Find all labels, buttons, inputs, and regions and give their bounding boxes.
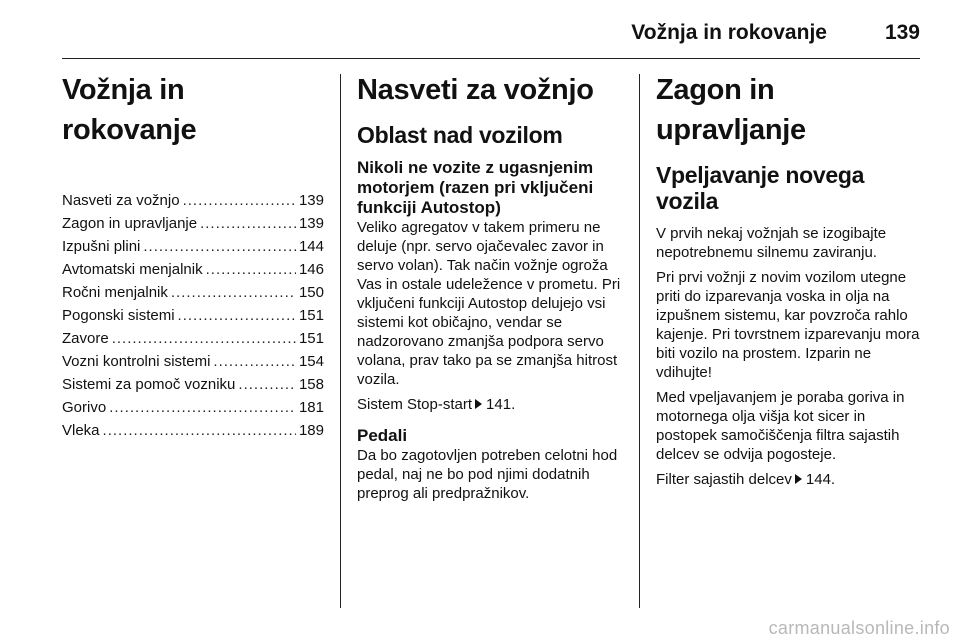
toc-leader xyxy=(171,281,296,304)
toc-page: 151 xyxy=(298,330,324,347)
driving-tips-column xyxy=(357,70,625,509)
pedals-body: Da bo zagotovljen potreben celotni hod pedal, naj ne bo pod njimi dodatnih preprog ali predpražnikov. xyxy=(357,447,618,502)
toc-page: 150 xyxy=(298,284,324,301)
toc-entry[interactable] xyxy=(62,258,324,281)
toc-page: 154 xyxy=(298,353,324,370)
column-divider-2 xyxy=(639,74,640,608)
toc-entry[interactable] xyxy=(62,396,324,419)
toc-label: Zagon in upravljanje xyxy=(62,215,198,232)
toc-label: Sistemi za pomoč vozniku xyxy=(62,376,236,393)
section-title-driving-tips: Nasveti za vožnjo xyxy=(357,74,594,106)
toc-leader xyxy=(213,350,296,373)
toc-label: Avtomatski menjalnik xyxy=(62,261,203,278)
toc-entry[interactable] xyxy=(62,373,324,396)
toc-label: Gorivo xyxy=(62,399,107,416)
reference-page: 141. xyxy=(486,396,516,413)
starting-operating-column xyxy=(656,70,924,495)
toc-leader xyxy=(238,373,296,396)
header-rule xyxy=(62,58,920,59)
toc-page: 139 xyxy=(298,192,324,209)
subsection-title-break-in: Vpeljavanje novega vozila xyxy=(656,162,865,214)
engine-off-body: Veliko agregatov v takem primeru ne deluje (npr. servo ojačevalec zavor in servo volan). Tak način vožnje ogroža Vas in ostale udeležence v prometu. Pri vključeni funkciji Autostop delujejo vsi sistemi kot običajno, vendar se nadzorovano zmanjša podpora servo volana, prav tako pa se zmanjša hitrost vozila. xyxy=(357,219,621,388)
break-in-paragraph-1: V prvih nekaj vožnjah se izogibajte nepotrebnemu silnemu zaviranju. xyxy=(656,225,887,261)
toc-entry[interactable] xyxy=(62,235,324,258)
toc-page: 139 xyxy=(298,215,324,232)
toc-leader xyxy=(183,189,296,212)
toc-label: Nasveti za vožnjo xyxy=(62,192,180,209)
particle-filter-reference[interactable] xyxy=(656,470,924,489)
toc-entry[interactable] xyxy=(62,350,324,373)
watermark: carmanualsonline.info xyxy=(768,618,950,638)
toc-page: 151 xyxy=(298,307,324,324)
toc-entry[interactable] xyxy=(62,189,324,212)
toc-page: 158 xyxy=(298,376,324,393)
subsection-title-vehicle-control: Oblast nad vozilom xyxy=(357,122,563,148)
chapter-title: Vožnja in rokovanje xyxy=(62,74,197,146)
toc-entry[interactable] xyxy=(62,281,324,304)
toc-leader xyxy=(143,235,296,258)
toc-label: Vleka xyxy=(62,422,100,439)
toc-list xyxy=(62,189,324,442)
toc-leader xyxy=(103,419,296,442)
column-divider-1 xyxy=(340,74,341,608)
break-in-paragraph-2: Pri prvi vožnji z novim vozilom utegne priti do izparevanja voska in olja na izpušnem sistemu, kar povzroča rahlo kajenje. Pri tovrstnem izparevanju mora biti vozilo na prostem. Izparin ne vdihujte! xyxy=(656,269,920,381)
reference-page: 144. xyxy=(805,471,836,488)
break-in-paragraph-3: Med vpeljavanjem je poraba goriva in motornega olja višja kot sicer in postopek samočiščenja filtra sajastih delcev se odvija pogosteje. xyxy=(656,389,905,463)
reference-arrow-icon xyxy=(795,474,802,484)
toc-leader xyxy=(200,212,296,235)
page-header xyxy=(0,16,920,50)
toc-column xyxy=(62,70,324,442)
toc-leader xyxy=(178,304,296,327)
reference-arrow-icon xyxy=(475,399,482,409)
pedals-title: Pedali xyxy=(357,426,408,445)
toc-page: 189 xyxy=(298,422,324,439)
header-title: Vožnja in rokovanje xyxy=(631,21,827,44)
toc-label: Vozni kontrolni sistemi xyxy=(62,353,211,370)
reference-text: Filter sajastih delcev xyxy=(656,471,792,488)
toc-leader xyxy=(206,258,296,281)
toc-label: Izpušni plini xyxy=(62,238,141,255)
stop-start-reference[interactable] xyxy=(357,395,625,414)
toc-label: Pogonski sistemi xyxy=(62,307,175,324)
toc-entry[interactable] xyxy=(62,212,324,235)
reference-text: Sistem Stop-start xyxy=(357,396,473,413)
toc-page: 181 xyxy=(298,399,324,416)
toc-page: 144 xyxy=(298,238,324,255)
page-number: 139 xyxy=(884,21,920,44)
toc-leader xyxy=(112,327,296,350)
toc-entry[interactable] xyxy=(62,304,324,327)
toc-label: Zavore xyxy=(62,330,109,347)
toc-entry[interactable] xyxy=(62,419,324,442)
toc-page: 146 xyxy=(298,261,324,278)
toc-leader xyxy=(109,396,296,419)
warning-title-engine-off: Nikoli ne vozite z ugasnjenim motorjem (razen pri vključeni funkciji Autostop) xyxy=(357,158,594,217)
section-title-starting: Zagon in upravljanje xyxy=(656,74,806,146)
toc-label: Ročni menjalnik xyxy=(62,284,168,301)
toc-entry[interactable] xyxy=(62,327,324,350)
